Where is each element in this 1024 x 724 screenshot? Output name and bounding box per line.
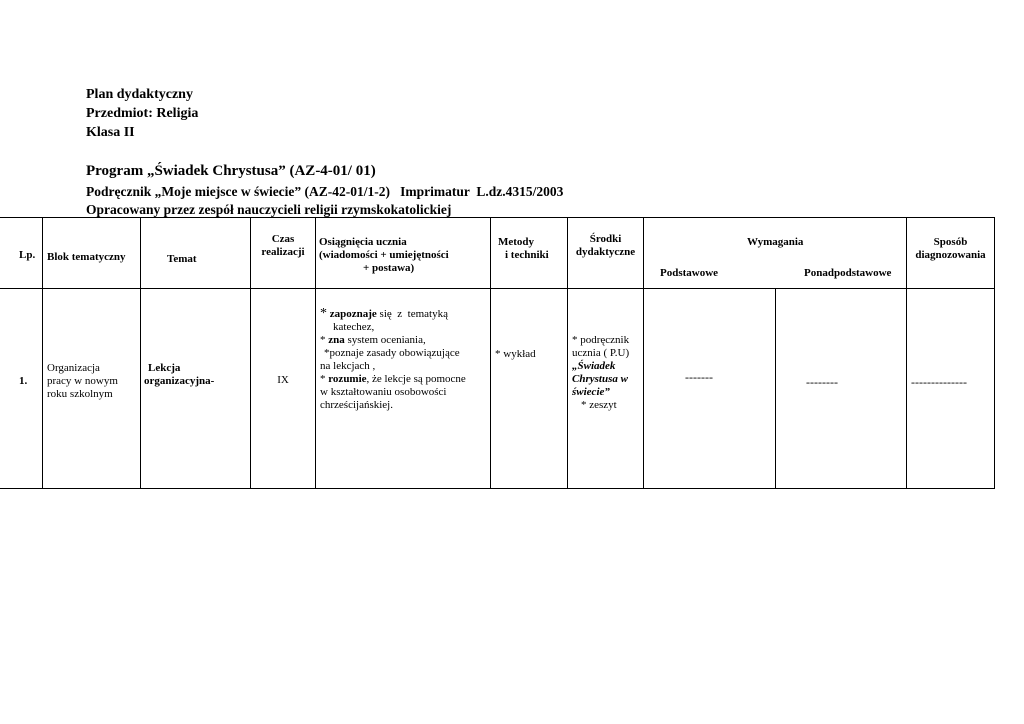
row-czas: IX	[277, 374, 289, 386]
header-czas-line: Czas	[271, 233, 295, 245]
achievement-text: system oceniania,	[344, 334, 426, 346]
achievement-item	[320, 373, 490, 386]
achievement-text: się z tematyką	[376, 308, 448, 320]
material-text: * podręcznik	[572, 334, 630, 346]
header-metody-line: Metody	[498, 236, 535, 248]
achievement-verb: zapoznaje	[329, 308, 377, 320]
col-divider	[140, 217, 141, 489]
header-osiag-line: Osiągnięcia ucznia	[319, 236, 407, 248]
row-osiagniecia	[320, 307, 490, 412]
achievement-text: w kształtowaniu osobowości	[320, 386, 447, 398]
row-blok	[47, 362, 118, 401]
row-blok-line: Organizacja	[47, 362, 100, 374]
bullet: *	[320, 306, 327, 321]
row-srodki	[572, 334, 629, 412]
row-metody: * wykład	[495, 348, 536, 360]
achievement-verb: zna	[328, 334, 345, 346]
bullet: *	[320, 373, 329, 385]
material-title: „Świadek	[572, 360, 616, 372]
bullet: *	[320, 334, 329, 346]
header-blok: Blok tematyczny	[47, 251, 126, 263]
header-czas	[251, 233, 315, 259]
table-border-bottom	[0, 488, 995, 489]
header-osiag-line: + postawa)	[363, 262, 415, 274]
header-ponadpodstawowe: Ponadpodstawowe	[804, 267, 892, 279]
document-title: Plan dydaktyczny	[86, 87, 193, 102]
achievement-verb: rozumie	[328, 373, 367, 385]
header-czas-line: realizacji	[261, 246, 305, 258]
textbook-line: Podręcznik „Moje miejsce w świecie” (AZ-42-01/1-2) Imprimatur L.dz.4315/2003	[86, 184, 564, 199]
achievement-text: katechez,	[333, 321, 375, 333]
material-text: * zeszyt	[581, 399, 617, 411]
material-title: Chrystusa w	[572, 373, 628, 385]
achievement-item: *poznaje zasady obowiązujące	[324, 347, 460, 359]
achievement-text: chrześcijańskiej.	[320, 399, 393, 411]
program-line: Program „Świadek Chrystusa” (AZ-4-01/ 01)	[86, 163, 376, 179]
subject-line: Przedmiot: Religia	[86, 106, 199, 121]
achievement-text: na lekcjach ,	[320, 360, 376, 372]
achievement-item	[320, 334, 490, 347]
header-temat: Temat	[167, 253, 197, 265]
col-divider	[775, 288, 776, 489]
row-lp: 1.	[19, 375, 28, 387]
header-sposob	[907, 236, 994, 262]
row-temat	[144, 362, 214, 388]
header-metody-line: i techniki	[505, 249, 549, 261]
header-sposob-line: Sposób	[933, 236, 968, 248]
material-title: świecie”	[572, 386, 610, 398]
col-divider	[42, 217, 43, 489]
row-blok-line: pracy w nowym	[47, 375, 118, 387]
achievement-item	[320, 307, 490, 321]
header-lp: Lp.	[19, 249, 36, 261]
header-metody	[498, 236, 549, 262]
achievement-text: , że lekcje są pomocne	[366, 373, 466, 385]
header-osiag-line: (wiadomości + umiejętności	[319, 249, 449, 261]
header-sposob-line: diagnozowania	[915, 249, 986, 261]
table-border-top	[0, 217, 995, 218]
row-temat-line: Lekcja	[148, 362, 181, 374]
col-divider	[643, 217, 644, 489]
table-header-separator	[0, 288, 995, 289]
header-srodki	[568, 233, 643, 259]
header-srodki-line: Środki	[589, 233, 622, 245]
table-border-right	[994, 217, 995, 489]
col-divider	[315, 217, 316, 489]
row-sposob: --------------	[911, 375, 967, 389]
row-blok-line: roku szkolnym	[47, 388, 113, 400]
row-ponadpodstawowe: --------	[806, 375, 838, 389]
material-text: ucznia ( P.U)	[572, 347, 630, 359]
header-podstawowe: Podstawowe	[660, 267, 719, 279]
header-wymagania: Wymagania	[747, 236, 804, 248]
header-osiagniecia	[319, 236, 449, 275]
header-srodki-line: dydaktyczne	[575, 246, 636, 258]
col-divider	[490, 217, 491, 489]
authors-line: Opracowany przez zespół nauczycieli religii rzymskokatolickiej	[86, 202, 452, 217]
row-temat-line: organizacyjna-	[144, 375, 215, 387]
class-line: Klasa II	[86, 125, 135, 140]
row-podstawowe: -------	[685, 370, 713, 384]
